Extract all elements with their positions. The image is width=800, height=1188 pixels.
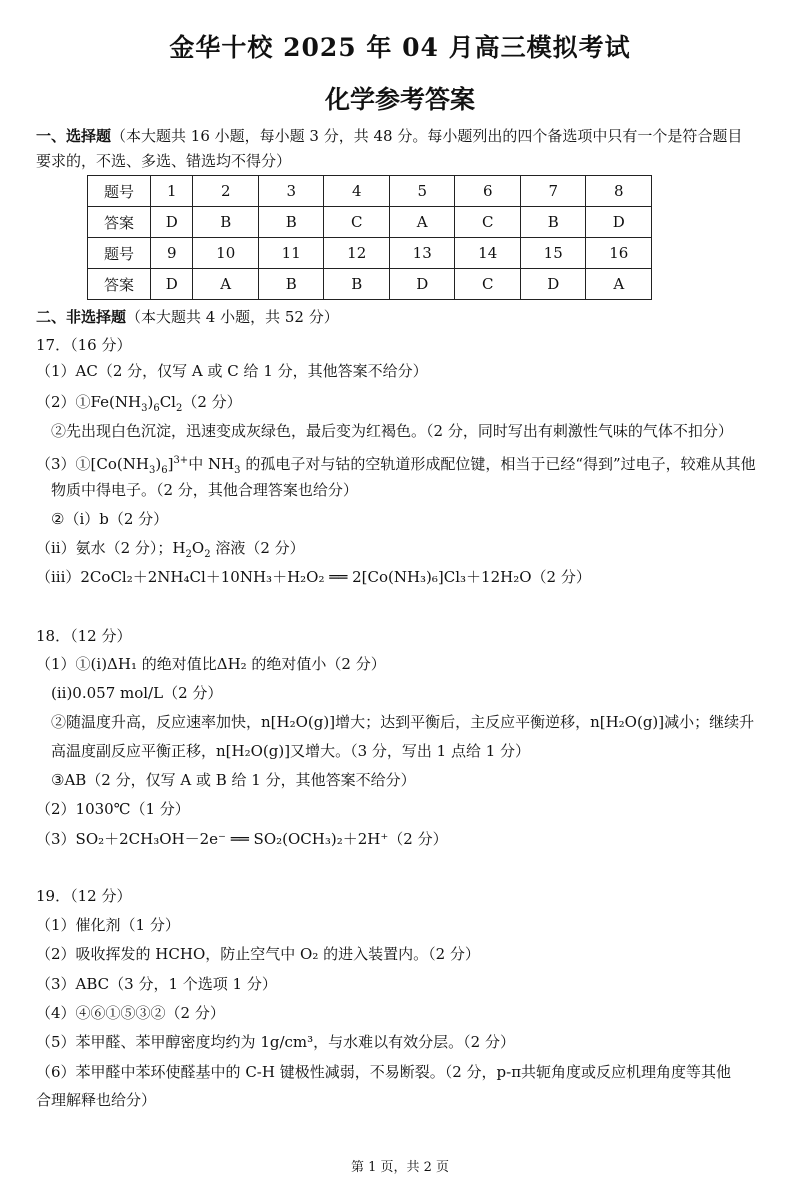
answer-table-cell: 11 bbox=[258, 238, 324, 269]
q18-line-7: （3）SO₂＋2CH₃OH－2e⁻ ══ SO₂(OCH₃)₂＋2H⁺（2 分） bbox=[36, 830, 448, 848]
answer-table-cell: 7 bbox=[520, 176, 586, 207]
q19-line-3: （3）ABC（3 分，1 个选项 1 分） bbox=[36, 975, 277, 993]
q17-line-4 bbox=[36, 451, 756, 481]
q17-line-8: （iii）2CoCl₂＋2NH₄Cl＋10NH₃＋H₂O₂ ══ 2[Co(NH₃)₆]Cl₃＋12H₂O（2 分） bbox=[36, 568, 591, 586]
answer-table-row bbox=[88, 238, 652, 269]
answer-table-row-label: 题号 bbox=[88, 176, 151, 207]
q17-line-4-sub1: 3 bbox=[148, 465, 156, 476]
answer-table-cell: 5 bbox=[389, 176, 455, 207]
q19-line-4: （4）④⑥①⑤③②（2 分） bbox=[36, 1004, 225, 1022]
answer-table-cell: B bbox=[258, 269, 324, 300]
document-subtitle: 化学参考答案 bbox=[324, 85, 475, 114]
q17-line-4-sub3: 3 bbox=[234, 465, 241, 476]
answer-table-cell: 3 bbox=[258, 176, 324, 207]
q19-line-2: （2）吸收挥发的 HCHO，防止空气中 O₂ 的进入装置内。（2 分） bbox=[36, 945, 480, 963]
answer-table-cell: D bbox=[586, 207, 652, 238]
section1-heading-line bbox=[36, 126, 742, 146]
answer-table-cell: 6 bbox=[455, 176, 521, 207]
answer-table-row bbox=[88, 207, 652, 238]
answer-table-row bbox=[88, 269, 652, 300]
q17-line-4-e: 的孤电子对与钴的空轨道形成配位键，相当于已经“得到”过电子，较难从其他 bbox=[240, 455, 756, 473]
q19-line-6: （6）苯甲醛中苯环使醛基中的 C-H 键极性减弱，不易断裂。（2 分，p-π共轭角度或反应机理角度等其他 bbox=[36, 1063, 732, 1081]
answer-table-cell: C bbox=[455, 269, 521, 300]
q17-line-4-d: 中 NH bbox=[188, 455, 235, 473]
q17-line-2-b: ) bbox=[147, 393, 154, 411]
q19-line-7: 合理解释也给分） bbox=[36, 1091, 157, 1109]
section1-note-2: 要求的，不选、多选、错选均不得分） bbox=[36, 152, 292, 170]
answer-table-cell: B bbox=[520, 207, 586, 238]
answer-table-cell: 4 bbox=[324, 176, 390, 207]
q17-line-4-sub2: 6 bbox=[161, 465, 168, 476]
answer-table-cell: B bbox=[258, 207, 324, 238]
section1-heading: 一、选择题 bbox=[36, 127, 112, 145]
q17-line-2 bbox=[36, 392, 242, 419]
answer-table-cell: A bbox=[389, 207, 455, 238]
answer-table-cell: D bbox=[389, 269, 455, 300]
q18-line-2: (ii)0.057 mol/L（2 分） bbox=[51, 684, 223, 702]
section2-note: （本大题共 4 小题，共 52 分） bbox=[126, 308, 339, 326]
answer-table-cell: 1 bbox=[151, 176, 193, 207]
answer-table-body bbox=[88, 176, 652, 300]
q19-header: 19．（12 分） bbox=[36, 887, 132, 905]
page-footer: 第 1 页，共 2 页 bbox=[350, 1160, 450, 1175]
q17-line-7-b: O bbox=[191, 539, 205, 557]
q18-line-6: （2）1030℃（1 分） bbox=[36, 800, 190, 818]
q17-line-4-a: （3）①[Co(NH bbox=[36, 455, 149, 473]
q17-line-2-d: （2 分） bbox=[182, 393, 242, 411]
q17-line-7-c: 溶液（2 分） bbox=[210, 539, 305, 557]
answer-table-row bbox=[88, 176, 652, 207]
answer-table-cell: D bbox=[151, 207, 193, 238]
answer-table-cell: 2 bbox=[193, 176, 259, 207]
q18-line-3: ②随温度升高，反应速率加快，n[H₂O(g)]增大；达到平衡后，主反应平衡逆移，n[H₂O(g)]减小；继续升 bbox=[51, 713, 755, 731]
q18-line-5: ③AB（2 分，仅写 A 或 B 给 1 分，其他答案不给分） bbox=[51, 771, 416, 789]
answer-table-cell: 13 bbox=[389, 238, 455, 269]
q17-line-1: （1）AC（2 分，仅写 A 或 C 给 1 分，其他答案不给分） bbox=[36, 362, 428, 380]
q19-line-1: （1）催化剂（1 分） bbox=[36, 916, 180, 934]
q17-line-2-sub3: 2 bbox=[175, 403, 183, 414]
answer-table-row-label: 答案 bbox=[88, 207, 151, 238]
answer-table-cell: 12 bbox=[324, 238, 390, 269]
answer-table-cell: B bbox=[324, 269, 390, 300]
answer-table-cell: 16 bbox=[586, 238, 652, 269]
answer-table-cell: C bbox=[324, 207, 390, 238]
answer-table-cell: D bbox=[520, 269, 586, 300]
answer-table-cell: 8 bbox=[586, 176, 652, 207]
q17-line-2-a: （2）①Fe(NH bbox=[36, 393, 142, 411]
section2-heading: 二、非选择题 bbox=[36, 308, 127, 326]
q17-line-7-sub1: 2 bbox=[185, 549, 192, 560]
q18-header: 18．（12 分） bbox=[36, 627, 132, 645]
answer-table-cell: D bbox=[151, 269, 193, 300]
document-title: 金华十校 2025 年 04 月高三模拟考试 bbox=[169, 33, 631, 62]
answer-table-cell: A bbox=[586, 269, 652, 300]
section1-note-1: （本大题共 16 小题，每小题 3 分，共 48 分。每小题列出的四个备选项中只有一个是符合题目 bbox=[111, 127, 743, 145]
answer-table-cell: B bbox=[193, 207, 259, 238]
q19-line-5: （5）苯甲醛、苯甲醇密度均约为 1g/cm³，与水难以有效分层。（2 分） bbox=[36, 1033, 515, 1051]
q17-line-7 bbox=[36, 538, 305, 565]
q17-line-7-sub2: 2 bbox=[204, 549, 211, 560]
answer-table-cell: 9 bbox=[151, 238, 193, 269]
q18-line-1: （1）①(i)ΔH₁ 的绝对值比ΔH₂ 的绝对值小（2 分） bbox=[36, 655, 386, 673]
q17-line-4-c: ] bbox=[167, 455, 174, 473]
answer-table-cell: 15 bbox=[520, 238, 586, 269]
q17-line-4-b: ) bbox=[155, 455, 162, 473]
q17-line-2-sub2: 6 bbox=[153, 403, 160, 414]
q17-line-5: 物质中得电子。（2 分，其他合理答案也给分） bbox=[51, 481, 358, 499]
q18-line-4: 高温度副反应平衡正移，n[H₂O(g)]又增大。（3 分，写出 1 点给 1 分） bbox=[51, 742, 531, 760]
answer-table-cell: C bbox=[455, 207, 521, 238]
q17-line-7-a: （ii）氨水（2 分）；H bbox=[36, 539, 186, 557]
q17-line-6: ②（i）b（2 分） bbox=[51, 510, 169, 528]
answer-table bbox=[87, 175, 652, 300]
answer-table-row-label: 答案 bbox=[88, 269, 151, 300]
answer-table-row-label: 题号 bbox=[88, 238, 151, 269]
q17-line-4-sup: 3+ bbox=[173, 455, 189, 466]
answer-table-cell: 10 bbox=[193, 238, 259, 269]
q17-header: 17．（16 分） bbox=[36, 336, 132, 354]
section2-heading-line bbox=[36, 307, 339, 327]
q17-line-2-sub1: 3 bbox=[141, 403, 148, 414]
q17-line-2-c: Cl bbox=[159, 393, 176, 411]
answer-table-cell: A bbox=[193, 269, 259, 300]
answer-table-cell: 14 bbox=[455, 238, 521, 269]
q17-line-3: ②先出现白色沉淀，迅速变成灰绿色，最后变为红褐色。（2 分，同时写出有刺激性气味的气体不扣分） bbox=[51, 422, 733, 440]
